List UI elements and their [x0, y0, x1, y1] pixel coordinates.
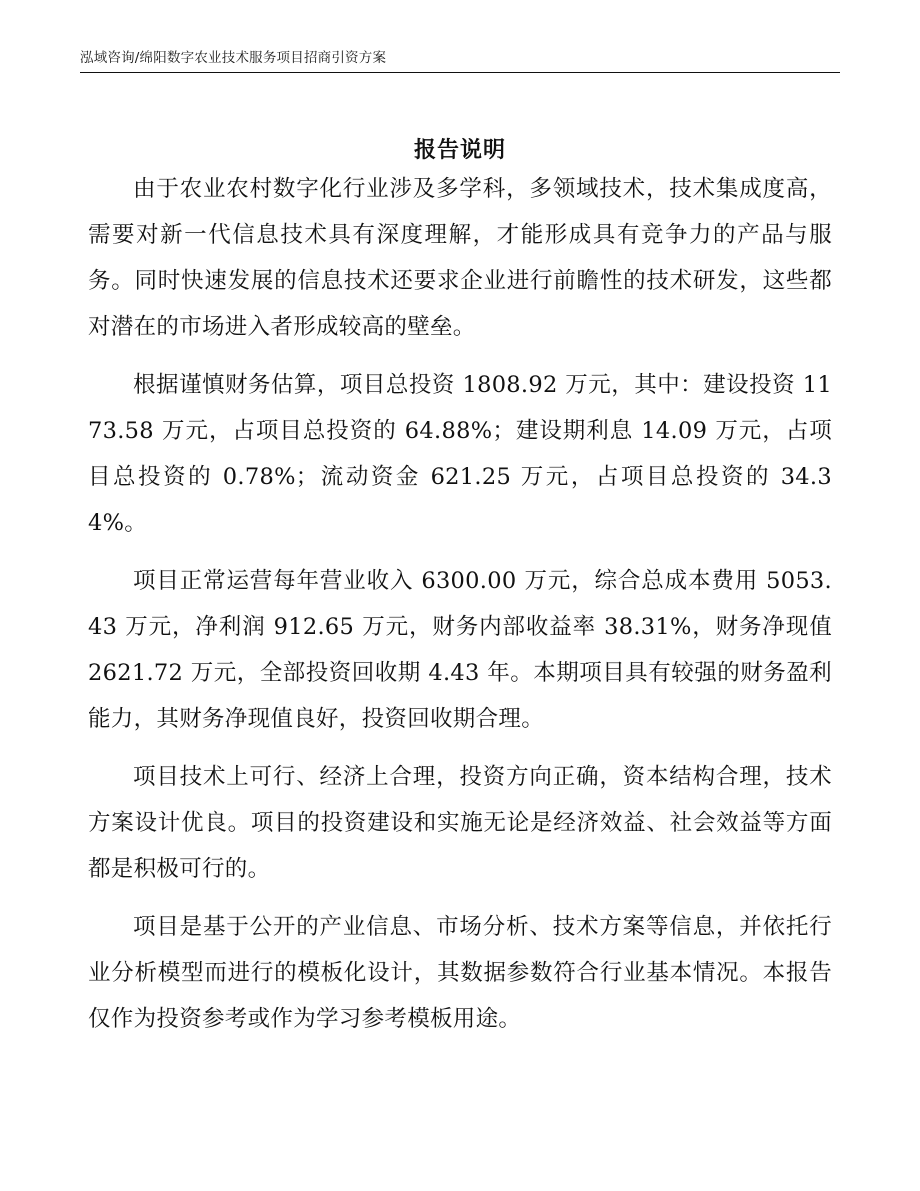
page-header — [80, 48, 840, 76]
header-divider — [80, 72, 840, 73]
report-body — [88, 166, 832, 1042]
paragraph-investment-estimate: 根据谨慎财务估算，项目总投资 1808.92 万元，其中：建设投资 1173.58 万元，占项目总投资的 64.88%；建设期利息 14.09 万元，占项目总投资的 0.78%；流动资金 621.25 万元，占项目总投资的 34.34%。 — [88, 372, 832, 536]
paragraph-industry-barriers: 由于农业农村数字化行业涉及多学科，多领域技术，技术集成度高，需要对新一代信息技术具有深度理解，才能形成具有竞争力的产品与服务。同时快速发展的信息技术还要求企业进行前瞻性的技术研发，这些都对潜在的市场进入者形成较高的壁垒。 — [88, 176, 832, 340]
header-text: 泓域咨询/绵阳数字农业技术服务项目招商引资方案 — [80, 50, 387, 66]
document-title: 报告说明 — [413, 137, 506, 163]
paragraph-disclaimer: 项目是基于公开的产业信息、市场分析、技术方案等信息，并依托行业分析模型而进行的模板化设计，其数据参数符合行业基本情况。本报告仅作为投资参考或作为学习参考模板用途。 — [88, 914, 832, 1032]
paragraph-operating-returns: 项目正常运营每年营业收入 6300.00 万元，综合总成本费用 5053.43 万元，净利润 912.65 万元，财务内部收益率 38.31%，财务净现值 2621.72 万元，全部投资回收期 4.43 年。本期项目具有较强的财务盈利能力，其财务净现值良好，投资回收期合理。 — [88, 568, 832, 732]
paragraph-feasibility: 项目技术上可行、经济上合理，投资方向正确，资本结构合理，技术方案设计优良。项目的投资建设和实施无论是经济效益、社会效益等方面都是积极可行的。 — [88, 764, 832, 882]
